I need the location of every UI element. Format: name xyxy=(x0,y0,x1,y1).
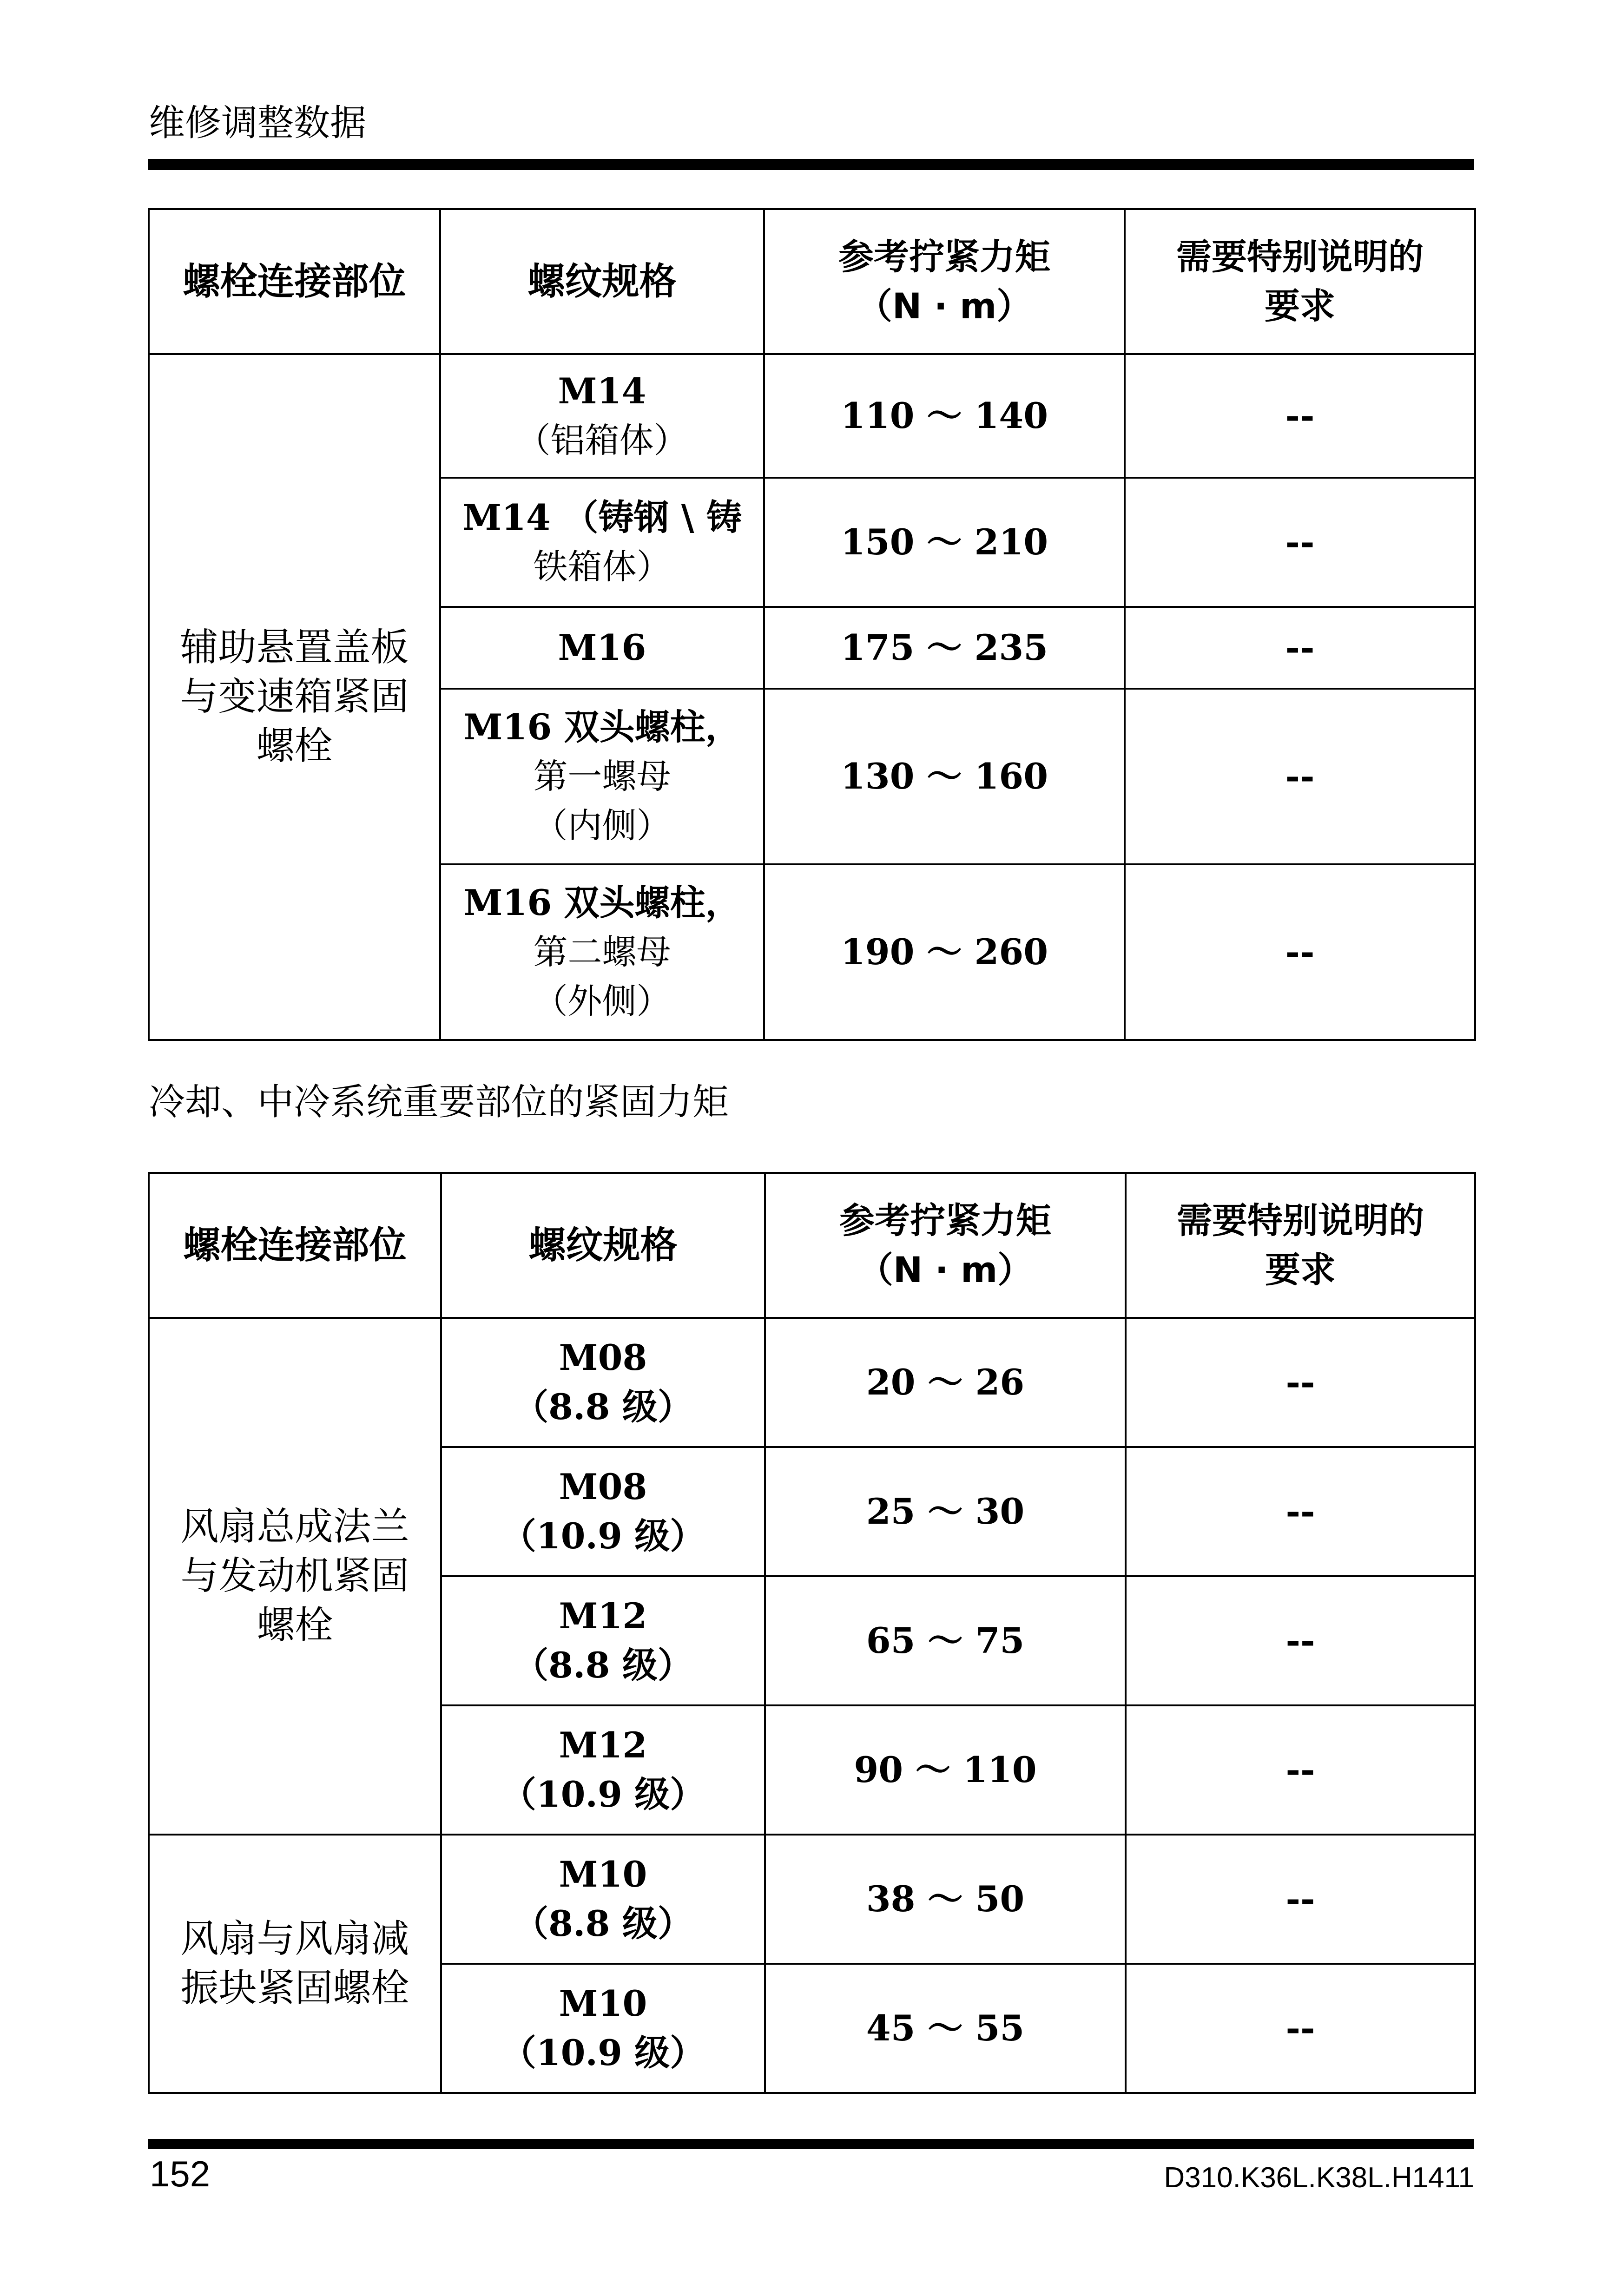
note-cell: -- xyxy=(1125,864,1475,1040)
thread-spec-cell: M12 （8.8 级） xyxy=(441,1576,765,1705)
torque-value-cell: 110 ～ 140 xyxy=(764,354,1125,478)
note-cell: -- xyxy=(1125,478,1475,607)
torque-value-cell: 25 ～ 30 xyxy=(765,1447,1126,1576)
torque-table-transmission xyxy=(148,208,1476,1041)
bolt-location-cell: 风扇与风扇减 振块紧固螺栓 xyxy=(149,1835,441,2093)
torque-value-cell: 65 ～ 75 xyxy=(765,1576,1126,1705)
torque-value-cell: 130 ～ 160 xyxy=(764,689,1125,864)
note-cell: -- xyxy=(1126,1318,1475,1447)
header-torque: 参考拧紧力矩 （N · m） xyxy=(765,1173,1126,1318)
note-cell: -- xyxy=(1126,1576,1475,1705)
torque-value-cell: 175 ～ 235 xyxy=(764,607,1125,689)
note-cell: -- xyxy=(1126,1835,1475,1964)
torque-table-cooling xyxy=(148,1172,1476,2094)
header-part: 螺栓连接部位 xyxy=(149,209,440,354)
note-cell: -- xyxy=(1125,354,1475,478)
header-thread: 螺纹规格 xyxy=(441,1173,765,1318)
thread-spec-cell: M16 xyxy=(440,607,764,689)
page-header-title: 维修调整数据 xyxy=(149,102,367,144)
note-cell: -- xyxy=(1125,607,1475,689)
table-row xyxy=(149,1835,1475,1964)
torque-value-cell: 20 ～ 26 xyxy=(765,1318,1126,1447)
table-header-row xyxy=(149,1173,1475,1318)
table-header-row xyxy=(149,209,1475,354)
header-rule xyxy=(148,159,1474,170)
bolt-location-cell: 风扇总成法兰 与发动机紧固 螺栓 xyxy=(149,1318,441,1835)
table-row xyxy=(149,354,1475,478)
note-cell: -- xyxy=(1126,1964,1475,2093)
note-cell: -- xyxy=(1125,689,1475,864)
thread-spec-cell: M16 双头螺柱， 第一螺母 （内侧） xyxy=(440,689,764,864)
note-cell: -- xyxy=(1126,1705,1475,1835)
header-note: 需要特别说明的 要求 xyxy=(1126,1173,1475,1318)
section-title-cooling: 冷却、中冷系统重要部位的紧固力矩 xyxy=(149,1081,729,1123)
thread-spec-cell: M16 双头螺柱， 第二螺母 （外侧） xyxy=(440,864,764,1040)
torque-value-cell: 150 ～ 210 xyxy=(764,478,1125,607)
document-code: D310.K36L.K38L.H1411 xyxy=(1164,2162,1474,2194)
torque-value-cell: 45 ～ 55 xyxy=(765,1964,1126,2093)
thread-spec-cell: M12 （10.9 级） xyxy=(441,1705,765,1835)
thread-spec-cell: M14 （铸钢 \ 铸 铁箱体） xyxy=(440,478,764,607)
thread-spec-cell: M08 （8.8 级） xyxy=(441,1318,765,1447)
header-part: 螺栓连接部位 xyxy=(149,1173,441,1318)
thread-spec-cell: M14 （铝箱体） xyxy=(440,354,764,478)
page-number: 152 xyxy=(150,2153,211,2194)
thread-spec-cell: M10 （10.9 级） xyxy=(441,1964,765,2093)
header-note: 需要特别说明的 要求 xyxy=(1125,209,1475,354)
table-row xyxy=(149,1318,1475,1447)
note-cell: -- xyxy=(1126,1447,1475,1576)
torque-value-cell: 90 ～ 110 xyxy=(765,1705,1126,1835)
torque-value-cell: 38 ～ 50 xyxy=(765,1835,1126,1964)
footer-rule xyxy=(148,2139,1474,2149)
thread-spec-cell: M08 （10.9 级） xyxy=(441,1447,765,1576)
header-torque: 参考拧紧力矩 （N · m） xyxy=(764,209,1125,354)
header-thread: 螺纹规格 xyxy=(440,209,764,354)
thread-spec-cell: M10 （8.8 级） xyxy=(441,1835,765,1964)
torque-value-cell: 190 ～ 260 xyxy=(764,864,1125,1040)
bolt-location-cell: 辅助悬置盖板 与变速箱紧固 螺栓 xyxy=(149,354,440,1040)
